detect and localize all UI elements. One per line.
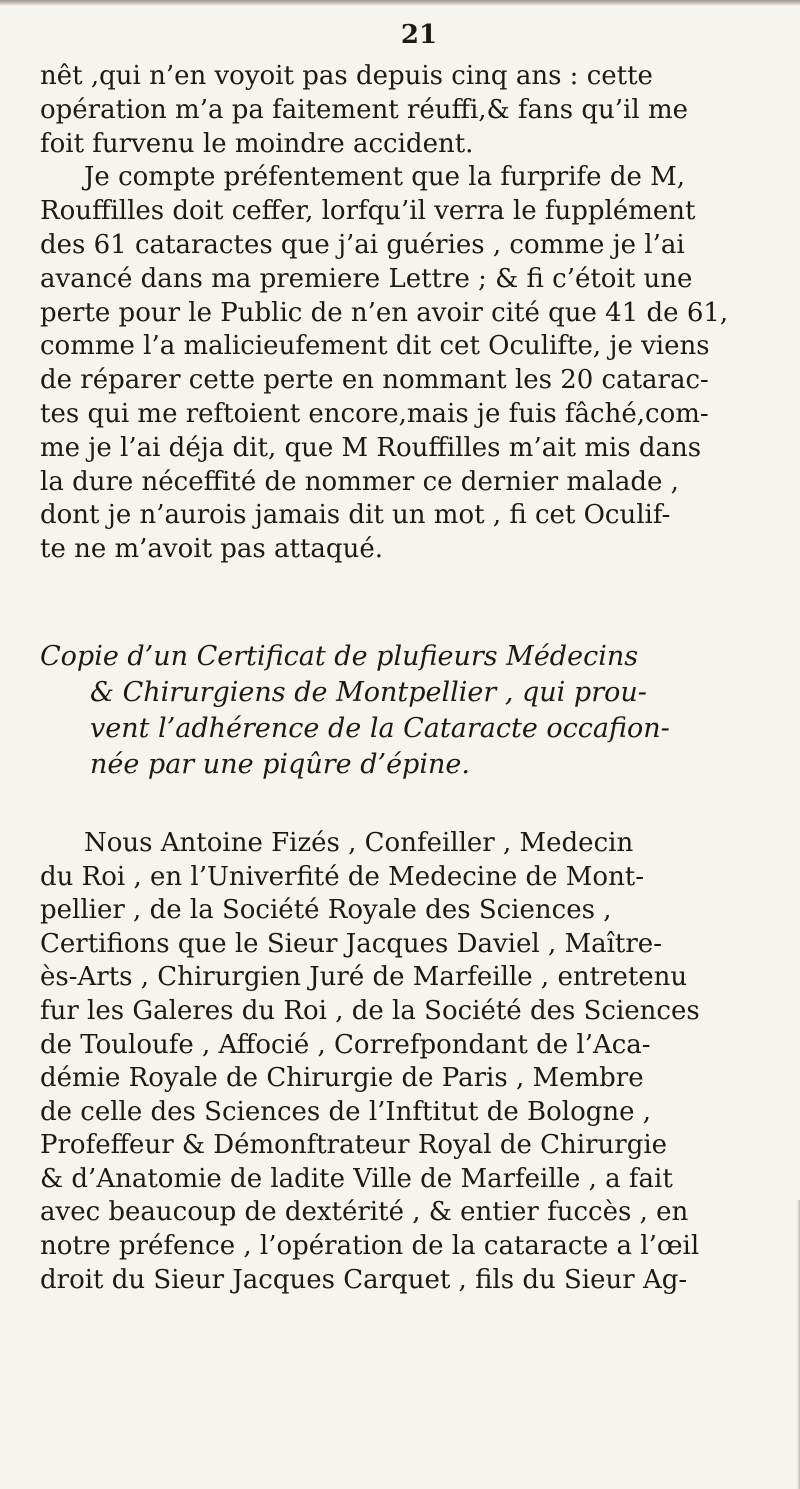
text-line: Rouffilles doit ceffer, lorfqu’il verra le fupplément <box>40 196 696 227</box>
text-line: Nous Antoine Fizés , Confeiller , Medecin <box>84 827 634 858</box>
text-line: tes qui me reftoient encore,mais je fuis fâché,com- <box>40 398 709 429</box>
text-line: nêt ,qui n’en voyoit pas depuis cinq ans : cette <box>40 61 653 91</box>
heading-line: née par une piqûre d’épine. <box>90 748 470 780</box>
text-line: démie Royale de Chirurgie de Paris , Membre <box>40 1063 644 1094</box>
text-line: des 61 cataractes que j’ai guéries , comme je l’ai <box>40 229 685 260</box>
book-page <box>40 18 758 1297</box>
text-line: avancé dans ma premiere Lettre ; & fi c’étoit une <box>40 263 693 294</box>
intro-paragraph <box>40 60 758 161</box>
text-line: te ne m’avoit pas attaqué. <box>40 534 383 565</box>
text-line: de réparer cette perte en nommant les 20 catarac- <box>40 365 709 396</box>
text-line: perte pour le Public de n’en avoir cité que 41 de 61, <box>40 297 729 328</box>
text-line: ès-Arts , Chirurgien Juré de Marfeille , entretenu <box>40 962 688 993</box>
heading-line: vent l’adhérence de la Cataracte occafion- <box>90 712 670 744</box>
text-line: Certifions que le Sieur Jacques Daviel , Maître- <box>40 928 662 959</box>
text-line: dont je n’aurois jamais dit un mot , fi cet Oculif- <box>40 500 671 531</box>
page-top-edge <box>0 0 800 6</box>
text-line: avec beaucoup de dextérité , & entier fuccès , en <box>40 1197 689 1228</box>
certificate-body <box>40 827 758 1297</box>
text-line: pellier , de la Société Royale des Sciences , <box>40 895 612 926</box>
text-line: me je l’ai déja dit, que M Rouffilles m’ait mis dans <box>40 432 702 463</box>
text-line: Je compte préfentement que la furprife de M, <box>84 162 685 193</box>
text-line: fur les Galeres du Roi , de la Société des Sciences <box>40 995 700 1026</box>
text-line: de celle des Sciences de l’Inftitut de Bologne , <box>40 1096 652 1127</box>
text-line: Profeffeur & Démonftrateur Royal de Chirurgie <box>40 1130 668 1161</box>
heading-line: Copie d’un Certificat de plufieurs Médecins <box>40 640 639 672</box>
text-line: comme l’a malicieufement dit cet Oculifte, je viens <box>40 331 710 362</box>
heading-line: & Chirurgiens de Montpellier , qui prou- <box>90 676 647 708</box>
text-line: foit furvenu le moindre accident. <box>40 128 474 159</box>
second-paragraph <box>40 161 758 567</box>
text-line: notre préfence , l’opération de la cataracte a l’œil <box>40 1231 700 1262</box>
text-line: & d’Anatomie de ladite Ville de Marfeille , a fait <box>40 1163 673 1194</box>
text-line: du Roi , en l’Univerfité de Medecine de Mont- <box>40 861 645 892</box>
page-number: 21 <box>400 20 438 50</box>
text-line: droit du Sieur Jacques Carquet , fils du Sieur Ag- <box>40 1264 688 1295</box>
text-line: la dure néceffité de nommer ce dernier malade , <box>40 466 679 497</box>
text-line: opération m’a pa faitement réuffi,& fans qu’il me <box>40 94 688 125</box>
certificate-heading <box>40 639 758 783</box>
text-line: de Touloufe , Affocié , Correfpondant de l’Aca- <box>40 1029 651 1060</box>
